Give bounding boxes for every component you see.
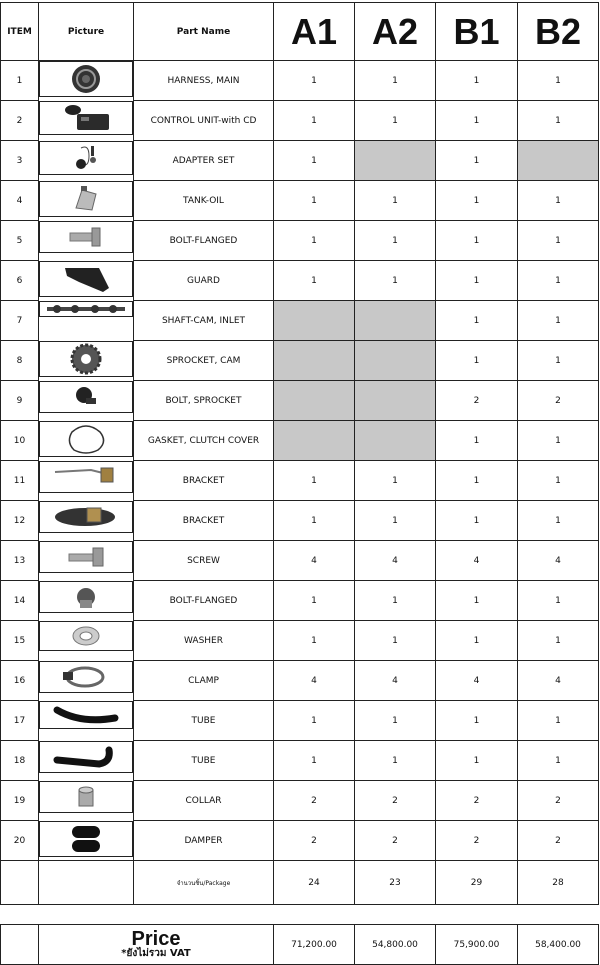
qty-a2: 2 [355, 781, 436, 821]
qty-a1: 2 [274, 781, 355, 821]
qty-b1: 2 [436, 781, 518, 821]
qty-b1: 1 [436, 581, 518, 621]
qty-a2: 1 [355, 61, 436, 101]
qty-b2: 1 [518, 261, 599, 301]
part-picture [39, 421, 133, 457]
price-label: Price [131, 927, 181, 950]
header-a2: A2 [355, 3, 436, 61]
qty-b2: 2 [518, 821, 599, 861]
qty-a2: 4 [355, 541, 436, 581]
qty-a1: 1 [274, 501, 355, 541]
table-row [1, 661, 599, 701]
header-item: ITEM [1, 3, 39, 61]
table-row [1, 101, 599, 141]
item-number: 6 [1, 261, 39, 301]
qty-b1: 4 [436, 661, 518, 701]
package-count-b1: 29 [436, 861, 518, 905]
part-picture [39, 301, 133, 317]
qty-b1: 1 [436, 261, 518, 301]
item-number: 1 [1, 61, 39, 101]
part-picture [39, 61, 133, 97]
part-picture [39, 541, 133, 573]
item-number: 12 [1, 501, 39, 541]
harness-icon [40, 62, 132, 96]
qty-b1: 1 [436, 621, 518, 661]
qty-b2: 1 [518, 61, 599, 101]
clamp-icon [40, 662, 132, 692]
qty-b1: 1 [436, 341, 518, 381]
qty-a2: 1 [355, 501, 436, 541]
summary-blank-2 [39, 861, 134, 905]
qty-a2: 1 [355, 701, 436, 741]
oil-tank-icon [40, 182, 132, 216]
part-name: COLLAR [134, 781, 274, 821]
qty-a1: 4 [274, 541, 355, 581]
table-row [1, 341, 599, 381]
part-picture [39, 341, 133, 377]
item-number: 19 [1, 781, 39, 821]
table-row [1, 381, 599, 421]
qty-b1: 1 [436, 701, 518, 741]
qty-a1 [274, 301, 355, 341]
qty-b1: 1 [436, 181, 518, 221]
qty-a1 [274, 341, 355, 381]
part-picture [39, 261, 133, 297]
part-name: BRACKET [134, 461, 274, 501]
qty-a1: 1 [274, 741, 355, 781]
screw-icon [40, 542, 132, 572]
part-name: DAMPER [134, 821, 274, 861]
camshaft-icon [40, 302, 132, 316]
part-name: CONTROL UNIT-with CD [134, 101, 274, 141]
table-row [1, 741, 599, 781]
collar-icon [40, 782, 132, 812]
qty-a2: 4 [355, 661, 436, 701]
qty-b1: 1 [436, 141, 518, 181]
gasket-icon [40, 422, 132, 456]
qty-b2: 1 [518, 741, 599, 781]
part-name: GUARD [134, 261, 274, 301]
qty-a2 [355, 301, 436, 341]
table-row [1, 301, 599, 341]
header-row [1, 3, 599, 61]
qty-b1: 1 [436, 501, 518, 541]
item-number: 20 [1, 821, 39, 861]
qty-a1 [274, 421, 355, 461]
table-row [1, 421, 599, 461]
qty-b1: 1 [436, 221, 518, 261]
control-unit-icon [40, 102, 132, 134]
part-picture [39, 381, 133, 413]
qty-b1: 2 [436, 381, 518, 421]
qty-b1: 1 [436, 61, 518, 101]
qty-b1: 1 [436, 741, 518, 781]
qty-a1: 1 [274, 701, 355, 741]
part-picture [39, 781, 133, 813]
qty-a1 [274, 381, 355, 421]
item-number: 4 [1, 181, 39, 221]
qty-b2: 1 [518, 301, 599, 341]
package-count-label: จำนวนชิ้น/Package [134, 861, 274, 905]
part-name: HARNESS, MAIN [134, 61, 274, 101]
part-name: TUBE [134, 741, 274, 781]
qty-a2: 2 [355, 821, 436, 861]
qty-a2 [355, 141, 436, 181]
qty-a1: 1 [274, 101, 355, 141]
qty-a2: 1 [355, 581, 436, 621]
bolt-sprocket-icon [40, 382, 132, 412]
table-row [1, 781, 599, 821]
part-name: BOLT-FLANGED [134, 581, 274, 621]
part-picture [39, 661, 133, 693]
qty-a1: 4 [274, 661, 355, 701]
qty-b2 [518, 141, 599, 181]
price-b1: 75,900.00 [436, 925, 518, 965]
qty-b2: 2 [518, 381, 599, 421]
qty-a1: 1 [274, 221, 355, 261]
table-row [1, 541, 599, 581]
part-name: SHAFT-CAM, INLET [134, 301, 274, 341]
part-name: WASHER [134, 621, 274, 661]
qty-a2: 1 [355, 621, 436, 661]
table-row [1, 61, 599, 101]
part-name: ADAPTER SET [134, 141, 274, 181]
part-picture [39, 821, 133, 857]
item-number: 7 [1, 301, 39, 341]
qty-a2 [355, 421, 436, 461]
price-row [1, 925, 599, 965]
item-number: 15 [1, 621, 39, 661]
summary-blank [1, 861, 39, 905]
part-picture [39, 501, 133, 533]
part-name: SPROCKET, CAM [134, 341, 274, 381]
item-number: 16 [1, 661, 39, 701]
washer-icon [40, 622, 132, 650]
part-name: GASKET, CLUTCH COVER [134, 421, 274, 461]
qty-a2: 1 [355, 101, 436, 141]
qty-b1: 1 [436, 421, 518, 461]
item-number: 13 [1, 541, 39, 581]
qty-a2 [355, 341, 436, 381]
table-row [1, 221, 599, 261]
table-row [1, 621, 599, 661]
qty-a1: 2 [274, 821, 355, 861]
package-count-a2: 23 [355, 861, 436, 905]
qty-a2: 1 [355, 221, 436, 261]
part-name: BRACKET [134, 501, 274, 541]
price-b2: 58,400.00 [518, 925, 599, 965]
qty-a1: 1 [274, 461, 355, 501]
qty-b2: 1 [518, 341, 599, 381]
qty-a2: 1 [355, 461, 436, 501]
header-b2: B2 [518, 3, 599, 61]
item-number: 3 [1, 141, 39, 181]
item-number: 8 [1, 341, 39, 381]
qty-a1: 1 [274, 61, 355, 101]
qty-b2: 1 [518, 181, 599, 221]
tube-bent-icon [40, 742, 132, 772]
part-picture [39, 101, 133, 135]
qty-b2: 1 [518, 581, 599, 621]
part-name: TUBE [134, 701, 274, 741]
table-row [1, 821, 599, 861]
qty-b1: 4 [436, 541, 518, 581]
table-row [1, 261, 599, 301]
part-name: BOLT, SPROCKET [134, 381, 274, 421]
item-number: 10 [1, 421, 39, 461]
item-number: 14 [1, 581, 39, 621]
qty-b2: 1 [518, 101, 599, 141]
part-picture [39, 701, 133, 729]
table-row [1, 461, 599, 501]
item-number: 9 [1, 381, 39, 421]
qty-b2: 4 [518, 541, 599, 581]
part-name: BOLT-FLANGED [134, 221, 274, 261]
spacer-row [1, 905, 599, 925]
qty-b2: 4 [518, 661, 599, 701]
table-row [1, 581, 599, 621]
item-number: 11 [1, 461, 39, 501]
qty-b1: 1 [436, 101, 518, 141]
part-name: SCREW [134, 541, 274, 581]
vat-note: *ยังไม่รวม VAT [121, 947, 191, 959]
item-number: 18 [1, 741, 39, 781]
qty-a1: 1 [274, 141, 355, 181]
price-a1: 71,200.00 [274, 925, 355, 965]
qty-a1: 1 [274, 261, 355, 301]
qty-a2: 1 [355, 261, 436, 301]
bracket-icon [40, 462, 132, 492]
qty-b1: 1 [436, 461, 518, 501]
header-b1: B1 [436, 3, 518, 61]
part-picture [39, 141, 133, 175]
part-picture [39, 181, 133, 217]
package-count-a1: 24 [274, 861, 355, 905]
bolt-icon [40, 222, 132, 252]
part-picture [39, 221, 133, 253]
qty-b2: 1 [518, 621, 599, 661]
item-number: 17 [1, 701, 39, 741]
header-a1: A1 [274, 3, 355, 61]
qty-a1: 1 [274, 581, 355, 621]
part-picture [39, 621, 133, 651]
price-label-cell [39, 925, 274, 965]
part-picture [39, 741, 133, 773]
guard-icon [40, 262, 132, 296]
qty-b2: 1 [518, 221, 599, 261]
table-row [1, 141, 599, 181]
qty-a2: 1 [355, 741, 436, 781]
qty-b2: 1 [518, 421, 599, 461]
qty-a2 [355, 381, 436, 421]
bolt-flanged-icon [40, 582, 132, 612]
bracket-plate-icon [40, 502, 132, 532]
qty-a2: 1 [355, 181, 436, 221]
item-number: 2 [1, 101, 39, 141]
qty-b1: 2 [436, 821, 518, 861]
parts-body [1, 61, 599, 861]
table-row [1, 701, 599, 741]
sprocket-icon [40, 342, 132, 376]
part-picture [39, 461, 133, 493]
part-picture [39, 581, 133, 613]
tube-icon [40, 702, 132, 728]
price-a2: 54,800.00 [355, 925, 436, 965]
qty-a1: 1 [274, 181, 355, 221]
part-name: TANK-OIL [134, 181, 274, 221]
part-name: CLAMP [134, 661, 274, 701]
parts-table [0, 2, 599, 965]
adapter-set-icon [40, 142, 132, 174]
qty-b2: 2 [518, 781, 599, 821]
header-part-name: Part Name [134, 3, 274, 61]
package-count-row [1, 861, 599, 905]
table-row [1, 181, 599, 221]
damper-icon [40, 822, 132, 856]
qty-b2: 1 [518, 701, 599, 741]
header-picture: Picture [39, 3, 134, 61]
qty-b2: 1 [518, 501, 599, 541]
price-blank [1, 925, 39, 965]
item-number: 5 [1, 221, 39, 261]
qty-a1: 1 [274, 621, 355, 661]
qty-b1: 1 [436, 301, 518, 341]
qty-b2: 1 [518, 461, 599, 501]
package-count-b2: 28 [518, 861, 599, 905]
table-row [1, 501, 599, 541]
